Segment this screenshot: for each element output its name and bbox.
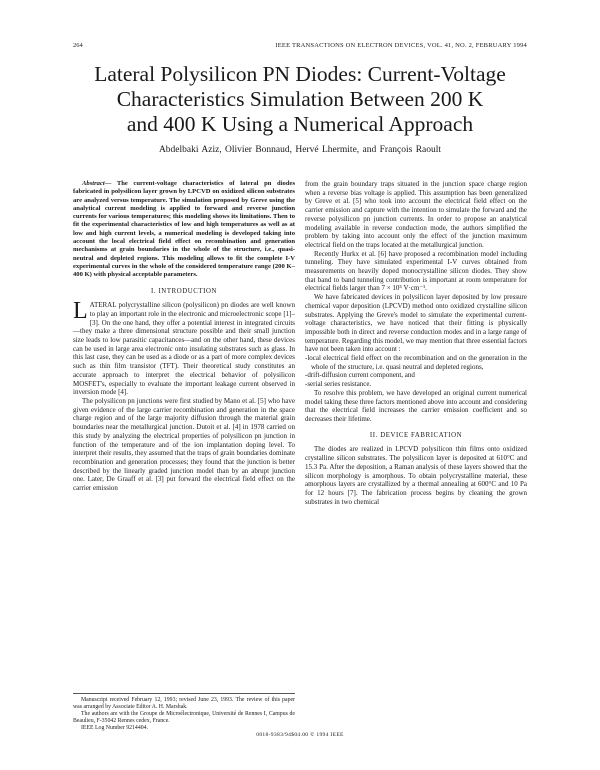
- paper-title: [60, 62, 540, 137]
- section-heading-device-fabrication: II. DEVICE FABRICATION: [369, 431, 463, 439]
- footnote: [73, 693, 295, 732]
- abstract-text: The current-voltage characteristics of lateral pn diodes fabricated in polysilicon layer grown by LPCVD on oxidized silicon substrates are analyzed versus temperature. The simulation proposed by Greve using the analytical current modeling is applied to forward and reverse junction currents for various temperatures; this modeling shows its limitations. Then to fit the experimental characteristics of low and high temperatures as well as at low and high current levels, a numerical modeling is developed taking into account the local electrical field effect on recombination and generation mechanisms at grain boundaries in the whole of the structure, i.e., quasi-neutral and depleted regions. This modeling allows to fit the complete I-V experimental curves in the whole of the considered temperature range (200 K–400 K) with physical acceptable parameters.: [73, 180, 296, 279]
- intro-paragraph-1-text: ATERAL polycrystalline silicon (polysilicon) pn diodes are well known to play an important role in the electronic and microelectronic scope [1]–[3]. On the one hand, they offer a potential interest in integrated circuits—they make a three dimensional structure possible and their small junction size leads to low parasitic capacitances—and on the other hand, these devices can be used in large area electronic onto insulating substrates such as glass. In this last case, they can be used as a diode or as a part of more complex devices such as thin film transistor (TFT). Their theoretical study constitutes an accurate approach to interpret the electrical behavior of polysilicon MOSFET's, especially to evaluate the important leakage current observed in inversion mode [4].: [73, 301, 295, 397]
- factor-item-2: -drift-diffusion current component, and: [305, 371, 415, 380]
- right-paragraph-2: Recently Hurkx et al. [6] have proposed a recombination model including tunneling. They have simulated experimental I-V curves obtained from measurements on heavily doped monocrystalline silicon diodes. They show that band to band tunneling contribution is important at room temperature for electrical fields larger than 7 × 10⁵ V·cm⁻¹.: [305, 249, 527, 293]
- factor-item-3: -serial series resistance.: [305, 380, 372, 389]
- title-line-2: Characteristics Simulation Between 200 K: [116, 87, 484, 111]
- left-column: [73, 180, 295, 493]
- page-number: 264: [73, 42, 83, 49]
- right-paragraph-4: To resolve this problem, we have developed an original current numerical model taking these three factors mentioned above into account and considering that the electrical field increases the carrier emission coefficient and so decreases their lifetime.: [305, 388, 527, 423]
- abstract-label: Abstract—: [82, 180, 112, 187]
- factor-item-1: -local electrical field effect on the recombination and on the generation in the whole of the structure, i.e. quasi neutral and depleted regions,: [305, 354, 527, 371]
- document-id: 0018-9383/94$04.00 © 1994 IEEE: [256, 732, 344, 738]
- section-heading-introduction: I. INTRODUCTION: [150, 287, 217, 295]
- fabrication-paragraph: The diodes are realized in LPCVD polysilicon thin films onto oxidized crystalline silicon substrates. The polysilicon layer is deposited at 610°C and 15.3 Pa. After the deposition, a Raman analysis of these layers showed that the silicon morphology is amorphous. To obtain polycrystalline material, these amorphous layers are crystallized by a thermal annealing at 600°C and 10 Pa for 12 hours [7]. The fabrication process begins by cleaning the grown substrates in two chemical: [305, 445, 527, 506]
- title-line-3: and 400 K Using a Numerical Approach: [126, 112, 474, 136]
- abstract: [73, 180, 295, 280]
- footnote-affiliation: The authors are with the Groupe de Microélectronique, Université de Rennes I, Campus de Beaulieu, F-35042 Rennes cedex, France.: [73, 710, 295, 724]
- title-line-1: Lateral Polysilicon PN Diodes: Current-Voltage: [94, 62, 506, 86]
- author-list: Abdelbaki Aziz, Olivier Bonnaud, Hervé Lhermite, and François Raoult: [158, 145, 442, 155]
- right-column: [305, 180, 527, 506]
- intro-paragraph-1: [73, 298, 295, 397]
- footnote-ieee-log: IEEE Log Number 9214404.: [81, 724, 148, 731]
- right-paragraph-1: from the grain boundary traps situated in the junction space charge region when a reverse bias voltage is applied. This assumption has been generalized by Greve et al. [5] who took into account the electrical field effect on the carrier emission and capture with the intention to simulate the forward and the reverse polysilicon pn junction currents. In order to propose an analytical modeling available in reverse conduction mode, the authors simplified the problem by taking into account only the effect of the junction maximum electrical field on the traps located at the metallurgical junction.: [305, 180, 527, 249]
- intro-paragraph-2: The polysilicon pn junctions were first studied by Mano et al. [5] who have given evidence of the large carrier recombination and generation in the space charge region and of the large majority diffusion through the material grain boundaries near the metallurgical junction. Dutoit et al. [4] in 1978 carried on this study by analyzing the electrical properties of polysilicon pn junction in function of the temperature and of the ion implantation doping level. To interpret their results, they assumed that the traps of grain boundaries dominate recombination and generation processes; they found that the junction is better described by the linearly graded junction model than by an abrupt junction one. Later, De Graaff et al. [3] put forward the electrical field effect on the carrier emission: [73, 397, 295, 493]
- right-paragraph-3: We have fabricated devices in polysilicon layer deposited by low pressure chemical vapor deposition (LPCVD) method onto oxidized crystalline silicon substrates. Applying the Greve's model to simulate the experimental current-voltage characteristics, we have noticed that their fitting is physically impossible both in direct and reverse conduction modes and in a large range of temperature. Regarding this model, we may mention that three essential factors have not been taken into account :: [305, 293, 527, 354]
- footnote-received: Manuscript received February 12, 1993; revised June 23, 1993. The review of this paper was arranged by Associate Editor A. H. Marshak.: [73, 697, 295, 710]
- drop-cap: L: [73, 298, 88, 325]
- journal-header: IEEE TRANSACTIONS ON ELECTRON DEVICES, VOL. 41, NO. 2, FEBRUARY 1994: [275, 42, 527, 49]
